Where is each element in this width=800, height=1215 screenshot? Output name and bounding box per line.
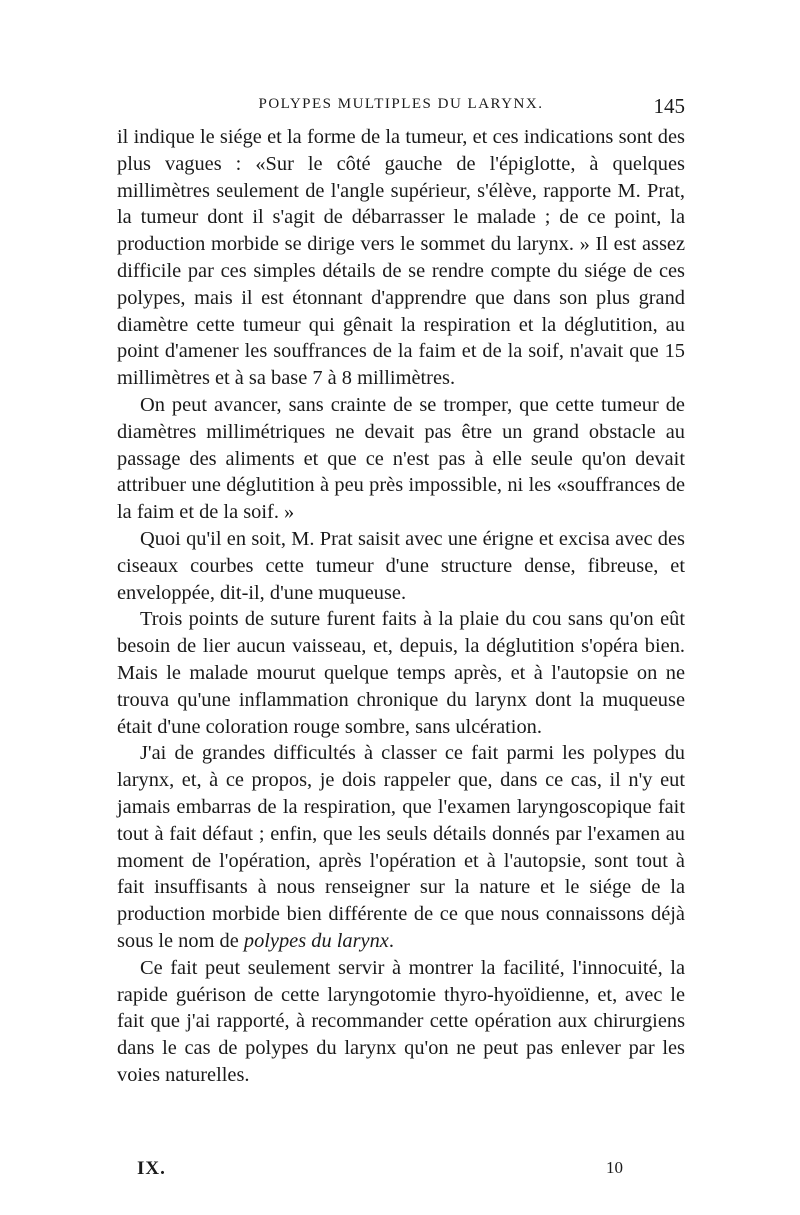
paragraph xyxy=(117,740,685,954)
page-number: 145 xyxy=(653,94,685,118)
signature-mark: IX. xyxy=(137,1158,166,1179)
paragraph-continued: il indique le siége et la forme de la tumeur, et ces indications sont des plus vagues : «Sur le côté gauche de l'épiglotte, à quelques millimètres seulement de l'angle supérieur, s'élève, rapporte M. Prat, la tumeur dont il s'agit de débarrasser le malade ; de ce point, la production morbide se dirige vers le sommet du larynx. » Il est assez difficile par ces simples détails de se rendre compte du siége de ces polypes, mais il est étonnant d'apprendre que dans son plus grand diamètre cette tumeur qui gênait la respiration et la déglutition, au point d'amener les souffrances de la faim et de la soif, n'avait que 15 millimètres et à sa base 7 à 8 millimètres. xyxy=(117,126,685,390)
italic-term: polypes du larynx xyxy=(243,929,389,952)
paragraph: On peut avancer, sans crainte de se tromper, que cette tumeur de diamètres millimétriques ne devait pas être un grand obstacle au passage des aliments et que ce n'est pas à elle seule qu'on devait attribuer une déglutition à peu près impossible, ni les «souffrances de la faim et de la soif. » xyxy=(117,393,685,524)
page-footer xyxy=(117,1158,685,1184)
sheet-number: 10 xyxy=(606,1158,623,1177)
running-title: POLYPES MULTIPLES DU LARYNX. xyxy=(258,96,544,112)
paragraph: Trois points de suture furent faits à la plaie du cou sans qu'on eût besoin de lier aucun vaisseau, et, depuis, la déglutition s'opéra bien. Mais le malade mourut quelque temps après, et à l'autopsie on ne trouva qu'une inflammation chronique du larynx dont la muqueuse était d'une coloration rouge sombre, sans ulcération. xyxy=(117,608,685,738)
paragraph: Quoi qu'il en soit, M. Prat saisit avec une érigne et excisa avec des ciseaux courbes cette tumeur d'une structure dense, fibreuse, et enveloppée, dit-il, d'une muqueuse. xyxy=(117,527,685,604)
paragraph-text: . xyxy=(388,929,394,952)
paragraph: Ce fait peut seulement servir à montrer la facilité, l'innocuité, la rapide guérison de cette laryngotomie thyro-hyoïdienne, et, avec le fait que j'ai rapporté, à recommander cette opération aux chirurgiens dans le cas de polypes du larynx qu'on ne peut pas enlever par les voies naturelles. xyxy=(117,956,685,1086)
body-text xyxy=(117,124,685,1089)
running-head xyxy=(117,96,685,122)
paragraph-text: J'ai de grandes difficultés à classer ce fait parmi les polypes du larynx, et, à ce propos, je dois rappeler que, dans ce cas, il n'y eut jamais embarras de la respiration, que l'examen laryngoscopique fait tout à fait défaut ; enfin, que les seuls détails donnés par l'examen au moment de l'opération, après l'opération et à l'autopsie, sont tout à fait insuffisants à nous renseigner sur la nature et le siége de la production morbide bien différente de ce que nous connaissons déjà sous le nom de xyxy=(117,742,685,952)
